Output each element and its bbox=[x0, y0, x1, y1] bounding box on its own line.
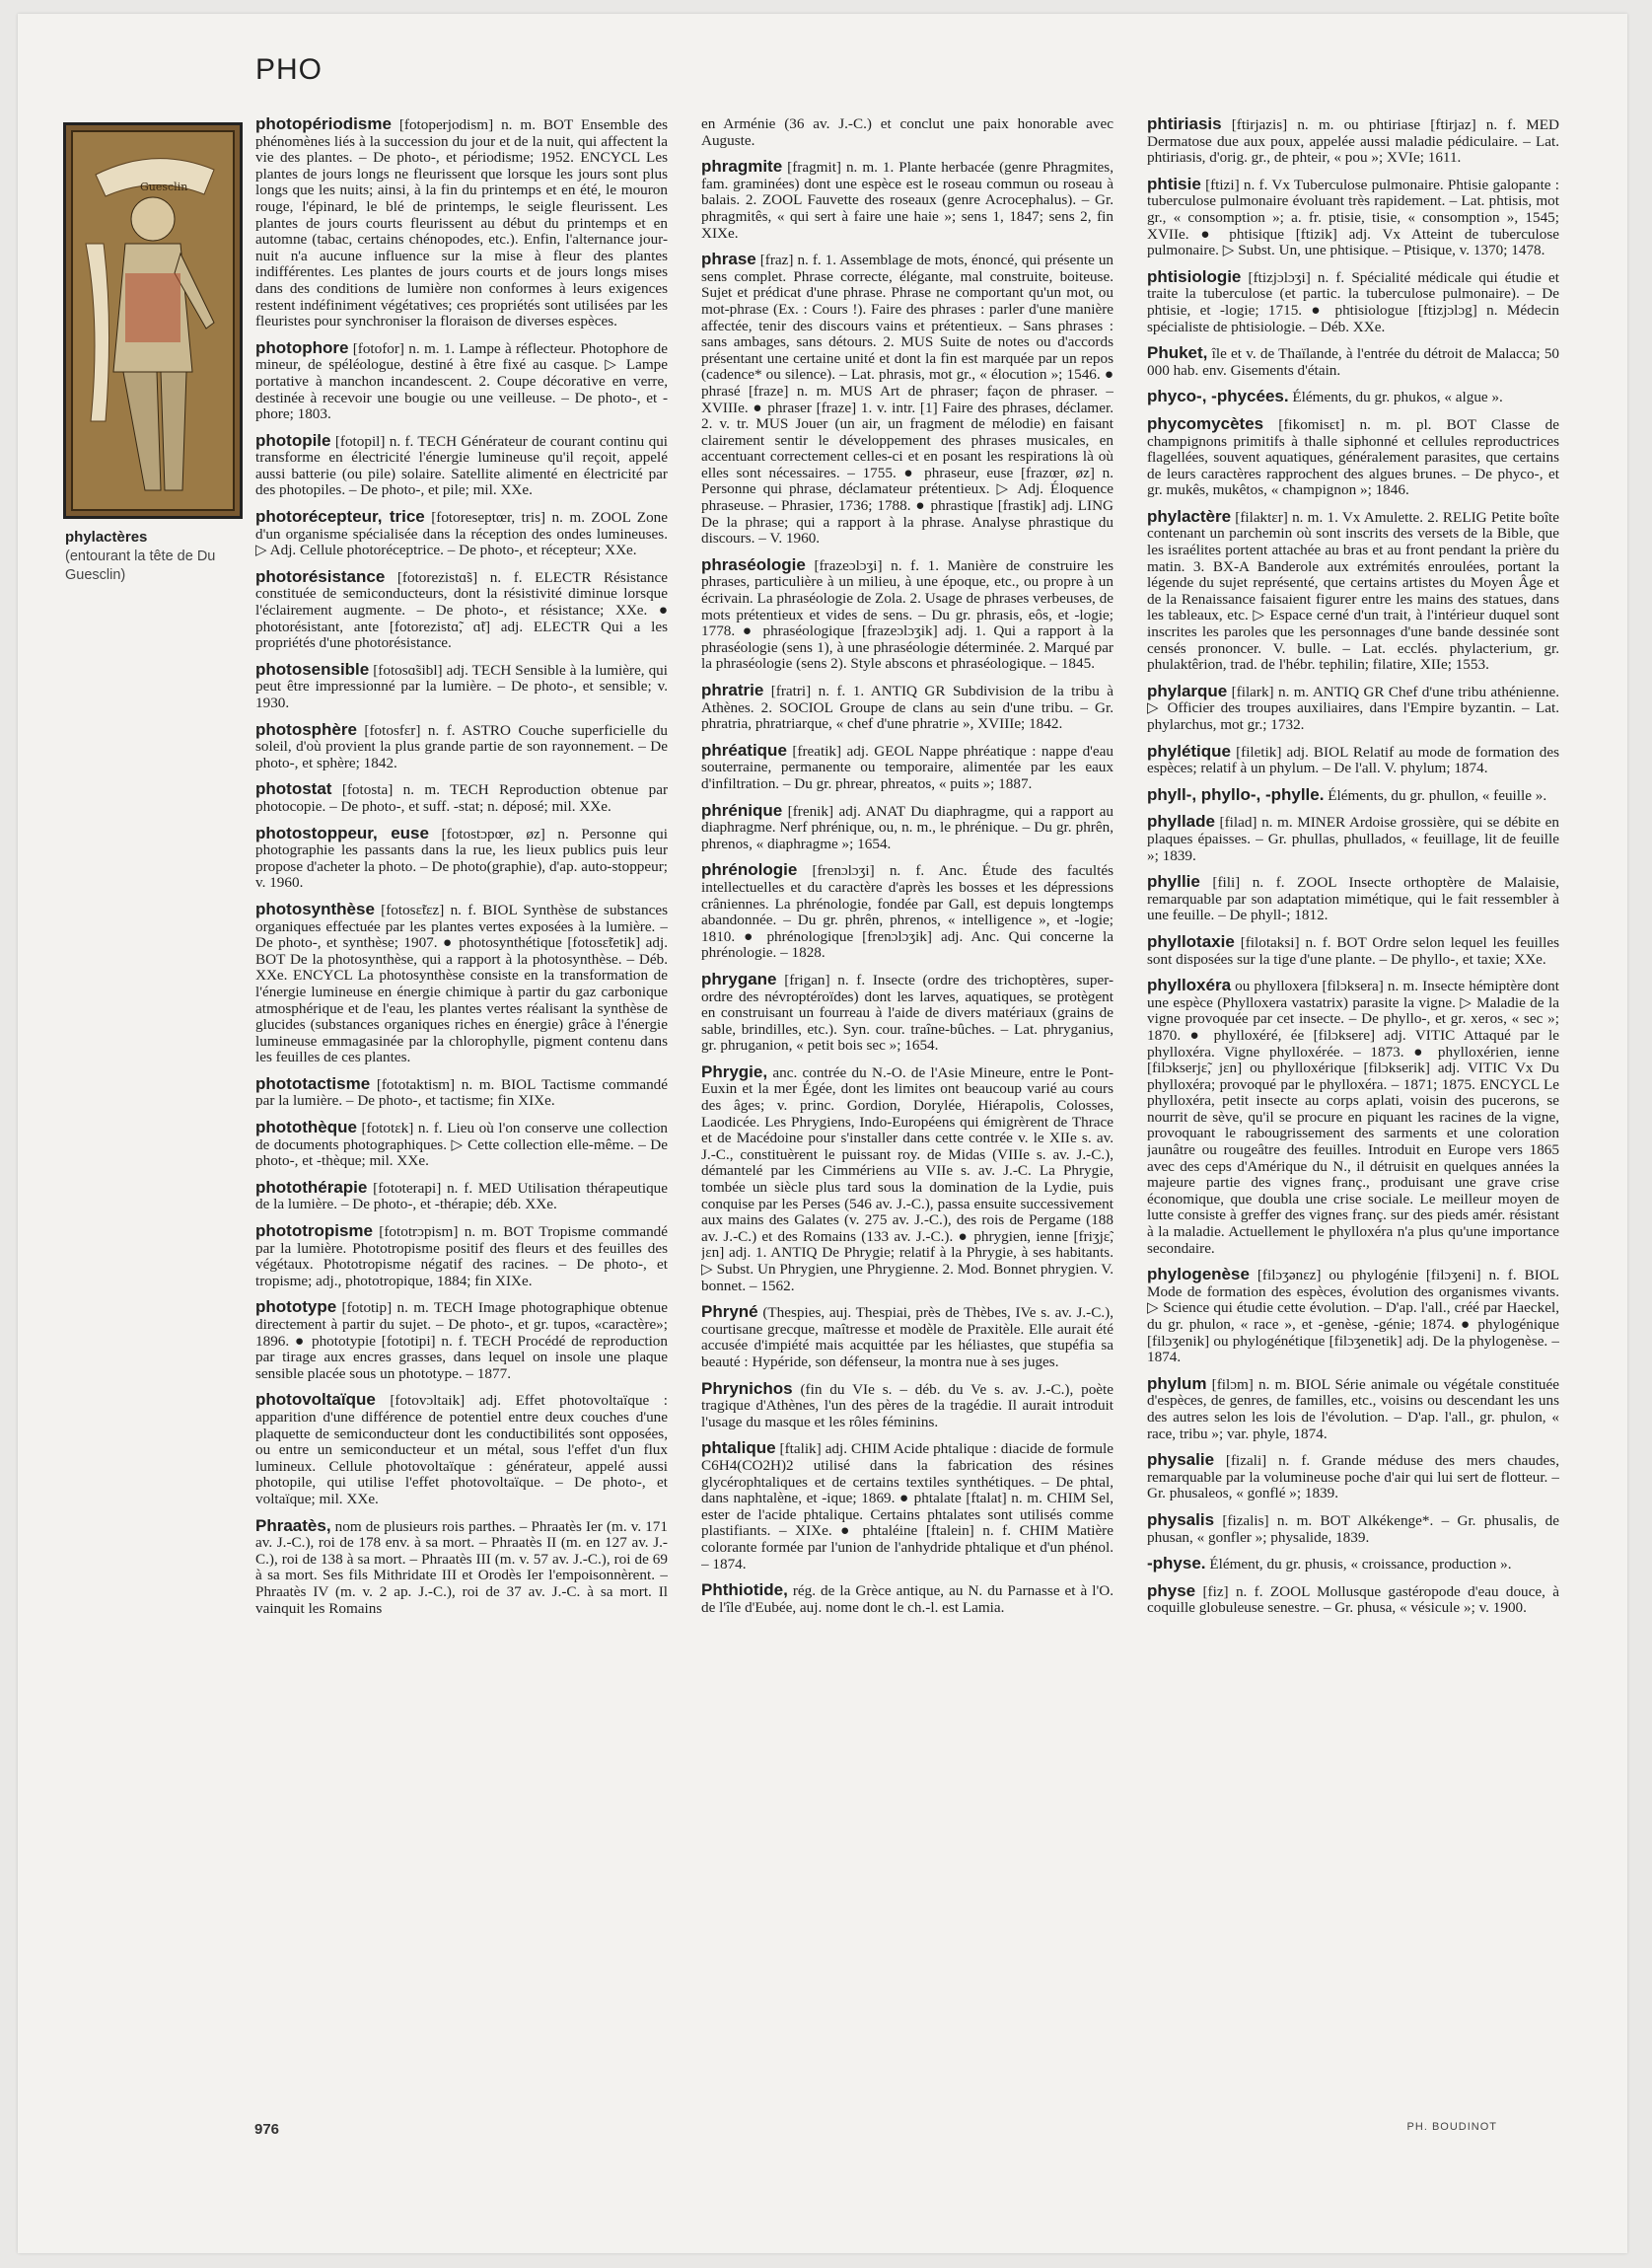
entry-headword: phototactisme bbox=[255, 1073, 371, 1093]
entry-headword: phyco-, -phycées. bbox=[1147, 387, 1289, 406]
dictionary-entry bbox=[255, 823, 668, 892]
entry-definition: [ftirjazis] n. m. ou phtiriase [ftirjaz] n. f. MED Dermatose due aux poux, appelée aussi maladie pédiculaire. – Lat. phtiriasis, d'orig. gr., de phteir, « pou »; XVIe; 1611. bbox=[1147, 116, 1559, 167]
dictionary-entry bbox=[701, 159, 1113, 242]
dictionary-entry bbox=[255, 430, 668, 499]
dictionary-entry bbox=[1147, 266, 1559, 335]
dictionary-entry bbox=[701, 1378, 1113, 1431]
page-number: 976 bbox=[254, 2121, 280, 2138]
entry-headword: photosphère bbox=[255, 719, 357, 739]
entry-definition: [frazeɔlɔʒi] n. f. 1. Manière de construire les phrases, particulière à un milieu, à une époque, etc., ou propre à un écrivain. La phraséologie de Zola. 2. Usage de phrases verbeuses, de mots prétentieux et vides de sens. – Du gr. phrasis, eôs, et -logie; 1778. ● phraséologique [frazeɔlɔʒik] adj. 1. Qui a rapport à la phraséologie (sens 1), à une phraséologie déterminée. 2. Marqué par la phraséologie (sens 2). Style abscons et phraséologique. – 1845. bbox=[701, 556, 1113, 673]
caption-text: (entourant la tête de Du Guesclin) bbox=[65, 549, 216, 583]
entry-headword: photopile bbox=[255, 430, 331, 450]
phylacteres-illustration bbox=[63, 122, 243, 519]
dictionary-entry bbox=[1147, 506, 1559, 674]
dictionary-entry bbox=[701, 683, 1113, 733]
dictionary-entry bbox=[701, 252, 1113, 548]
entry-headword: phylum bbox=[1147, 1373, 1207, 1393]
entry-definition: [fotovɔltaik] adj. Effet photovoltaïque : apparition d'une différence de potentiel entre deux couches d'une plaquette de semiconducteur dont les conductibilités sont opposées, ou entre un semiconducteur et un métal, sous l'effet d'un flux lumineux. Cellule photovoltaïque : générateur, appelé aussi photopile, qui utilise l'effet photovoltaïque. – De photo-, et voltaïque; mil. XXe. bbox=[255, 1392, 668, 1507]
entry-definition: Éléments, du gr. phukos, « algue ». bbox=[1292, 389, 1503, 406]
column-3 bbox=[1147, 116, 1559, 2111]
entry-definition: [fraz] n. f. 1. Assemblage de mots, énoncé, qui présente un sens complet. Phrase correcte, élégante, mal construite, boiteuse. Sujet et prédicat d'une phrase. Phrase ne comportant qu'un mot, ou mot-phrase (Ex. : Cours !). Faire des phrases : parler d'une manière affectée, tenir des discours vains et prétentieux. – Sans phrases : sans ambages, sans détours. 2. MUS Suite de notes ou d'accords présentant une certaine unité et dont la fin est marquée par un repos (cadence* ou silence). – Lat. phrasis, mot gr., « élocution »; 1546. ● phrasé [fraze] n. m. MUS Art de phraser; façon de phraser. – XVIIIe. ● phraser [fraze] 1. v. intr. [1] Faire des phrases, déclamer. 2. v. tr. MUS Jouer (un air, un fragment de mélodie) en faisant clairement sentir le développement des phrases musicales, en accentuant correctement celles-ci et en posant les respirations là où elles sont nécessaires. – 1755. ● phraseur, euse [frazœr, øz] n. Personne qui phrase, déclamateur prétentieux. ▷ Adj. Éloquence phraseuse. – Phrasier, 1736; 1788. ● phrastique [frastik] adj. LING De la phrase; qui a rapport à la phrase. Analyse phrastique du discours. – V. 1960. bbox=[701, 252, 1113, 548]
entry-headword: phrénologie bbox=[701, 860, 798, 880]
entry-definition: [frigan] n. f. Insecte (ordre des trichoptères, super-ordre des névroptéroïdes) dont les larves, aquatiques, se protègent en construisant un fourreau à l'aide de divers matériaux (grains de sable, brindilles, etc.). Syn. cour. traîne-bûches. – Lat. phryganius, gr. phruganion, « petit bois sec »; 1654. bbox=[701, 971, 1113, 1055]
entry-definition: [filark] n. m. ANTIQ GR Chef d'une tribu athénienne. ▷ Officier des troupes auxiliaires, dans l'Empire byzantin. – Lat. phylarchus, mot gr.; 1732. bbox=[1147, 683, 1559, 733]
entry-definition: [fragmit] n. m. 1. Plante herbacée (genre Phragmites, fam. graminées) dont une espèce est le roseau commun ou roseau à balais. 2. ZOOL Fauvette des roseaux (genre Acrocephalus). – Gr. phragmitês, « qui sert à faire une haie »; sens 1, 1847; sens 2, fin XIXe. bbox=[701, 159, 1113, 242]
entry-headword: phtiriasis bbox=[1147, 116, 1222, 133]
entry-definition: [fikomisɛt] n. m. pl. BOT Classe de champignons primitifs à thalle siphonné et cellules reproductrices flagellées, souvent aquatiques, généralement parasites, que certains de leurs caractères rapprochent des algues brunes. – De phyco-, et gr. mukês, mukêtos, « champignon »; 1846. bbox=[1147, 415, 1559, 499]
dictionary-entry bbox=[701, 800, 1113, 853]
dictionary-entry bbox=[701, 1061, 1113, 1294]
entry-headword: phragmite bbox=[701, 157, 783, 177]
entry-definition: [fotorezistɑ̃s] n. f. ELECTR Résistance constituée de semiconducteurs, dont la résistivité diminue lorsque l'éclairement augmente. – De photo-, et résistance; XXe. ● photorésistant, ante [fotorezistɑ̃, ɑ̃t] adj. ELECTR Qui a les propriétés d'une photorésistance. bbox=[255, 568, 668, 652]
figure-label: Guesclin bbox=[140, 181, 188, 193]
caption-title: phylactères bbox=[65, 529, 148, 546]
dictionary-entry bbox=[255, 1515, 668, 1618]
knight-image bbox=[66, 125, 240, 516]
dictionary-entry bbox=[701, 116, 1113, 149]
entry-headword: phyllotaxie bbox=[1147, 931, 1235, 951]
entry-headword: phrénique bbox=[701, 800, 783, 820]
entry-definition: [frenɔlɔʒi] n. f. Anc. Étude des facultés intellectuelles et du caractère d'après les bosses et les dépressions crâniennes. La phrénologie, fondée par Gall, est depuis longtemps abandonnée. – Du gr. phrên, phrenos, « intelligence », et -logie; 1810. ● phrénologique [frenɔlɔʒik] adj. Anc. Qui concerne la phrénologie. – 1828. bbox=[701, 862, 1113, 962]
dictionary-entry bbox=[1147, 413, 1559, 499]
entry-headword: photorésistance bbox=[255, 566, 386, 586]
entry-headword: Phrynichos bbox=[701, 1378, 793, 1398]
entry-definition: [fiz] n. f. ZOOL Mollusque gastéropode d'eau douce, à coquille globuleuse senestre. – Gr. phusa, « vésicule »; v. 1900. bbox=[1147, 1582, 1559, 1617]
dictionary-entry bbox=[255, 659, 668, 712]
dictionary-entry bbox=[701, 862, 1113, 962]
entry-headword: photorécepteur, trice bbox=[255, 507, 425, 527]
entry-headword: photothérapie bbox=[255, 1177, 368, 1197]
entry-definition: Éléments, du gr. phullon, « feuille ». bbox=[1328, 786, 1547, 804]
entry-headword: photophore bbox=[255, 337, 349, 357]
entry-definition: [ftizi] n. f. Vx Tuberculose pulmonaire. Phtisie galopante : tuberculose pulmonaire évoluant très rapidement. – Lat. phtisis, mot gr., « consomption »; a. fr. ptisie, tisie, « consomption », 1545; XVIIe. ● phtisique [ftizik] adj. Vx Atteint de tuberculose pulmonaire. ▷ Subst. Un, une phtisique. – Ptisique, v. 1370; 1478. bbox=[1147, 176, 1559, 259]
entry-headword: phototype bbox=[255, 1297, 337, 1317]
entry-headword: phyllade bbox=[1147, 812, 1215, 832]
entry-headword: photostoppeur, euse bbox=[255, 823, 429, 842]
dictionary-entry bbox=[255, 899, 668, 1066]
entry-headword: phyllie bbox=[1147, 872, 1200, 892]
entry-headword: phylogenèse bbox=[1147, 1265, 1250, 1284]
entry-headword: photosensible bbox=[255, 659, 370, 679]
entry-headword: physalie bbox=[1147, 1450, 1215, 1470]
dictionary-entry bbox=[1147, 389, 1559, 406]
entry-definition: rég. de la Grèce antique, au N. du Parnasse et à l'O. de l'île d'Eubée, auj. nome dont le ch.-l. est Lamia. bbox=[701, 1582, 1113, 1616]
entry-headword: phylloxéra bbox=[1147, 976, 1232, 995]
dictionary-entry bbox=[1147, 1509, 1559, 1546]
dictionary-entry bbox=[255, 509, 668, 559]
entry-definition: [fototɛk] n. f. Lieu où l'on conserve une collection de documents photographiques. ▷ Cette collection elle-même. – De photo-, et -thèque; mil. XXe. bbox=[255, 1120, 668, 1170]
entry-definition: [fotoreseptœr, tris] n. m. ZOOL Zone d'un organisme spécialisée dans la réception des ondes lumineuses. ▷ Adj. Cellule photoréceptrice. – De photo-, et récepteur; XXe. bbox=[255, 509, 668, 559]
entry-headword: phrase bbox=[701, 250, 756, 269]
dictionary-page bbox=[18, 14, 1627, 2253]
entry-headword: photostat bbox=[255, 779, 332, 799]
figure-caption bbox=[65, 528, 243, 585]
entry-definition: [fotosɛ̃tɛz] n. f. BIOL Synthèse de substances organiques effectuée par les plantes vertes exposées à la lumière. – De photo-, et synthèse; 1907. ● photosynthétique [fotosɛ̃tetik] adj. BOT De la photosynthèse, qui a rapport à la photosynthèse. – Déb. XXe. ENCYCL La photosynthèse consiste en la transformation de l'énergie lumineuse en énergie chimique à partir du gaz carbonique atmosphérique et de l'eau, les plantes vertes réalisant la synthèse de glucides (substances organiques riches en énergie) grâce à l'énergie lumineuse emmagasinée par la chlorophylle, pigment contenu dans les feuilles de ces plantes. bbox=[255, 901, 668, 1066]
entry-definition: [filad] n. m. MINER Ardoise grossière, qui se débite en plaques épaisses. – Gr. phullas, phullados, « feuillage, lit de feuille »; 1839. bbox=[1147, 814, 1559, 864]
dictionary-entry bbox=[255, 1223, 668, 1289]
dictionary-entry bbox=[1147, 345, 1559, 379]
dictionary-entry bbox=[701, 1304, 1113, 1370]
dictionary-entry bbox=[1147, 1452, 1559, 1502]
entry-definition: [fototaktism] n. m. BIOL Tactisme commandé par la lumière. – De photo-, et tactisme; fin XIXe. bbox=[255, 1075, 668, 1110]
entry-definition: nom de plusieurs rois parthes. – Phraatès Ier (m. v. 171 av. J.-C.), roi de 178 env. à sa mort. – Phraatès II (m. en 127 av. J.-C.), roi de 138 à sa mort. – Phraatès III (m. v. 57 av. J.-C.), roi de 69 à sa mort. Ses fils Mithridate III et Orodès Ier l'empoisonnèrent. – Phraatès IV (m. v. 2 ap. J.-C.), roi de 37 av. J.-C. à sa mort. Il vainquit les Romains bbox=[255, 1517, 668, 1617]
entry-headword: phylactère bbox=[1147, 506, 1232, 526]
entry-definition: [fizali] n. f. Grande méduse des mers chaudes, remarquable par la volumineuse poche d'air qui lui sert de flotteur. – Gr. phusaleos, « gonflé »; 1839. bbox=[1147, 1452, 1559, 1502]
entry-headword: phototropisme bbox=[255, 1221, 373, 1241]
dictionary-entry bbox=[255, 566, 668, 652]
entry-headword: phylarque bbox=[1147, 681, 1228, 700]
entry-definition: [fotostɔpœr, øz] n. Personne qui photographie les passants dans la rue, les lieux publics puis leur propose d'acheter la photo. – De photo(graphie), d'ap. auto-stoppeur; v. 1960. bbox=[255, 825, 668, 892]
entry-definition: [filɔm] n. m. BIOL Série animale ou végétale constituée d'espèces, de genres, de familles, etc., voisins ou descendant les uns des autres selon les lois de l'évolution. – D'ap. l'all., gr. phulon, « race, tribu »; var. phyle, 1874. bbox=[1147, 1375, 1559, 1442]
entry-headword: -physe. bbox=[1147, 1554, 1206, 1573]
dictionary-entry bbox=[255, 719, 668, 772]
entry-headword: Phuket, bbox=[1147, 343, 1208, 363]
dictionary-entry bbox=[1147, 1556, 1559, 1573]
dictionary-entry bbox=[701, 554, 1113, 673]
dictionary-entry bbox=[255, 337, 668, 423]
dictionary-entry bbox=[1147, 874, 1559, 924]
entry-headword: phréatique bbox=[701, 740, 787, 760]
entry-definition: (Thespies, auj. Thespiai, près de Thèbes, IVe s. av. J.-C.), courtisane grecque, maîtresse et modèle de Praxitèle. Elle aurait été accusée d'impiété mais acquittée par les héliastes, que stupéfia sa beauté : Hypéride, son défenseur, la montra nue à ses juges. bbox=[701, 1304, 1113, 1370]
dictionary-entry bbox=[701, 969, 1113, 1055]
entry-definition: ou phylloxera [filɔksera] n. m. Insecte hémiptère dont une espèce (Phylloxera vastatrix) parasite la vigne. ▷ Maladie de la vigne provoquée par cet insecte. – De phyllo-, et gr. xeros, « sec »; 1870. ● phylloxéré, ée [filɔksere] adj. VITIC Attaqué par le phylloxéra. Vigne phylloxérée. – 1873. ● phylloxérien, ienne [filɔkserjɛ̃, jɛn] ou phylloxérique [filɔkserik] adj. VITIC Vx Du phylloxéra; provoqué par le phylloxéra. – 1871; 1875. ENCYCL Le phylloxéra, petit insecte au corps aplati, voisin des pucerons, se nourrit de sève, qu'il se procure en piquant les racines de la vigne, provoquant le rabougrissement des sarments et une coloration jaunâtre ou rougeâtre des feuilles. Introduit en Europe vers 1865 avec des ceps d'Amérique du N., il détruisit en quelques années la majeure partie des vignes franç., produisant une grave crise économique, que doubla une crise sociale. Le meilleur moyen de lutte consiste à greffer des vignes franç. sur des pieds amér. résistant à la maladie. Actuellement le phylloxéra n'a plus qu'une importance secondaire. bbox=[1147, 978, 1559, 1257]
entry-definition: en Arménie (36 av. J.-C.) et conclut une paix honorable avec Auguste. bbox=[701, 116, 1113, 149]
dictionary-entry bbox=[701, 1582, 1113, 1616]
dictionary-entry bbox=[1147, 681, 1559, 734]
dictionary-entry bbox=[255, 116, 668, 330]
entry-headword: phylétique bbox=[1147, 741, 1232, 761]
dictionary-entry bbox=[255, 1299, 668, 1382]
entry-definition: [filotaksi] n. f. BOT Ordre selon lequel les feuilles sont disposées sur la tige d'une plante. – De phyllo-, et taxie; XXe. bbox=[1147, 933, 1559, 968]
entry-definition: [ftalik] adj. CHIM Acide phtalique : diacide de formule C6H4(CO2H)2 utilisé dans la fabrication des résines glycérophtaliques et de certains textiles synthétiques. – De phtal, dans naphtalène, et -ique; 1869. ● phtalate [ftalat] n. m. CHIM Sel, ester de l'acide phtalique. Certains phtalates sont utilisés comme plastifiants. – XIXe. ● phtaléine [ftalein] n. f. CHIM Matière colorante formée par l'union de l'anhydride phtalique et d'un phénol. – 1874. bbox=[701, 1440, 1113, 1573]
entry-definition: [filɔʒənɛz] ou phylogénie [filɔʒeni] n. f. BIOL Mode de formation des espèces, évolution des organismes vivants. ▷ Science qui étudie cette évolution. – D'ap. l'all., créé par Haeckel, du gr. phulon, « race », et -genèse, -génie; 1874. ● phylogénique [filɔʒenik] ou phylogénétique [filɔʒenetik] adj. De la phylogenèse. – 1874. bbox=[1147, 1267, 1559, 1366]
entry-definition: [ftizjɔlɔʒi] n. f. Spécialité médicale qui étudie et traite la tuberculose (et partic. la tuberculose pulmonaire). – De phtisie, et -logie; 1715. ● phtisiologue [ftizjɔlɔg] n. Médecin spécialiste de phtisiologie. – Déb. XXe. bbox=[1147, 268, 1559, 335]
entry-headword: physalis bbox=[1147, 1509, 1215, 1529]
entry-headword: Phrygie, bbox=[701, 1061, 768, 1081]
entry-definition: [fototip] n. m. TECH Image photographique obtenue directement à partir du sujet. – De photo-, et gr. tupos, «caractère»; 1896. ● phototypie [fototipi] n. f. TECH Procédé de reproduction par tirage aux encres grasses, dans lequel on insole une plaque sensible placée sous un phototype. – 1877. bbox=[255, 1299, 668, 1382]
entry-headword: phrygane bbox=[701, 969, 777, 988]
dictionary-entry bbox=[255, 1177, 668, 1213]
photo-credit: PH. BOUDINOT bbox=[1406, 2121, 1497, 2133]
entry-definition: île et v. de Thaïlande, à l'entrée du détroit de Malacca; 50 000 hab. env. Gisements d'étain. bbox=[1147, 345, 1559, 379]
dictionary-entry bbox=[1147, 741, 1559, 777]
entry-headword: phtisie bbox=[1147, 174, 1201, 193]
dictionary-entry bbox=[1147, 1580, 1559, 1617]
entry-headword: phycomycètes bbox=[1147, 413, 1264, 433]
entry-headword: phyll-, phyllo-, -phylle. bbox=[1147, 784, 1325, 804]
dictionary-entry bbox=[1147, 174, 1559, 259]
dictionary-entry bbox=[1147, 978, 1559, 1257]
entry-headword: phratrie bbox=[701, 681, 764, 699]
dictionary-entry bbox=[701, 740, 1113, 793]
entry-definition: [fotosɑ̃sibl] adj. TECH Sensible à la lumière, qui peut être impressionné par la lumière. – De photo-, et sensible; v. 1930. bbox=[255, 661, 668, 711]
dictionary-entry bbox=[255, 781, 668, 815]
dictionary-entry bbox=[255, 1120, 668, 1170]
entry-definition: [fotosta] n. m. TECH Reproduction obtenue par photocopie. – De photo-, et suff. -stat; n. déposé; mil. XXe. bbox=[255, 781, 668, 815]
entry-definition: [fotoperjodism] n. m. BOT Ensemble des phénomènes liés à la succession du jour et de la nuit, qui affectent la vie des plantes. – De photo-, et périodisme; 1952. ENCYCL Les plantes de jours longs ne fleurissent que lorsque les jours sont plus longs que les nuits; ainsi, à la fin du printemps et en été, le mouron rouge, l'épinard, le blé de printemps, le seigle fleurissent. Les plantes de jours courts fleurissent au début du printemps et en automne (tabac, certains chénopodes, etc.). Enfin, l'alternance jour-nuit n'a aucune influence sur la mise à fleur des plantes indifférentes. Les plantes de jours courts et de jours longs mises dans des conditions de lumière non conformes à leurs exigences restent indéfiniment végétatives; ces propriétés sont utilisées par les fleuristes pour synchroniser la floraison de diverses espèces. bbox=[255, 116, 668, 330]
dictionary-entry bbox=[1147, 931, 1559, 968]
dictionary-entry bbox=[1147, 784, 1559, 805]
entry-definition: [freatik] adj. GEOL Nappe phréatique : nappe d'eau souterraine, permanente ou temporaire, alimentée par les eaux d'infiltration. – Du gr. phrear, phreatos, « puits »; 1887. bbox=[701, 742, 1113, 792]
dictionary-entry bbox=[1147, 116, 1559, 167]
dictionary-entry bbox=[255, 1392, 668, 1507]
entry-headword: photosynthèse bbox=[255, 899, 375, 918]
column-1 bbox=[255, 116, 668, 2111]
entry-headword: Phryné bbox=[701, 1302, 758, 1322]
entry-headword: physe bbox=[1147, 1580, 1196, 1600]
entry-headword: phraséologie bbox=[701, 554, 806, 574]
entry-headword: photovoltaïque bbox=[255, 1390, 376, 1410]
entry-headword: Phraatès, bbox=[255, 1515, 331, 1535]
entry-headword: phtalique bbox=[701, 1438, 776, 1458]
dictionary-entry bbox=[1147, 814, 1559, 864]
entry-headword: Phthiotide, bbox=[701, 1580, 788, 1600]
entry-definition: [fratri] n. f. 1. ANTIQ GR Subdivision de la tribu à Athènes. 2. SOCIOL Groupe de clans au sein d'une tribu. – Gr. phratria, phratriarque, « chef d'une phratrie », XVIIIe; 1842. bbox=[701, 683, 1113, 733]
page-header: PHO bbox=[255, 53, 323, 86]
entry-definition: [filaktɛr] n. m. 1. Vx Amulette. 2. RELIG Petite boîte contenant un parchemin où sont inscrits des versets de la Bible, que les israélites portent attachée au bras et au front pendant la prière du matin. 3. BX-A Banderole aux extrémités enroulées, portant la légende du sujet représenté, que certains artistes du Moyen Âge et de la Renaissance faisaient figurer entre les mains des statues, dans les tableaux, etc. ▷ Espace cerné d'un trait, à l'intérieur duquel sont inscrites les paroles que les personnages d'une bande dessinée sont censés prononcer. V. bulle. – Lat. ecclés. phylacterium, gr. phulaktêrion, trad. de l'hébr. tephilin; filatire, XIIe; 1553. bbox=[1147, 508, 1559, 674]
dictionary-entry bbox=[255, 1073, 668, 1110]
entry-definition: [fototrɔpism] n. m. BOT Tropisme commandé par la lumière. Phototropisme positif des fleurs et des feuilles des végétaux. Phototropisme négatif des racines. – De photo-, et tropisme; adj., phototropique, 1884; fin XIXe. bbox=[255, 1223, 668, 1289]
dictionary-entry bbox=[701, 1440, 1113, 1573]
entry-definition: [fili] n. f. ZOOL Insecte orthoptère de Malaisie, remarquable par son adaptation mimétique, qui le fait ressembler à une feuille. – De phyll-; 1812. bbox=[1147, 874, 1559, 924]
dictionary-entry bbox=[1147, 1267, 1559, 1366]
entry-headword: photothèque bbox=[255, 1118, 357, 1137]
entry-definition: [frenik] adj. ANAT Du diaphragme, qui a rapport au diaphragme. Nerf phrénique, ou, n. m., le phrénique. – Du gr. phrên, phrenos, « diaphragme »; 1654. bbox=[701, 802, 1113, 852]
entry-definition: [fizalis] n. m. BOT Alkékenge*. – Gr. phusalis, de phusan, « gonfler »; physalide, 1839. bbox=[1147, 1511, 1559, 1546]
entry-headword: phtisiologie bbox=[1147, 266, 1242, 286]
entry-definition: anc. contrée du N.-O. de l'Asie Mineure, entre le Pont-Euxin et la mer Égée, dont les limites ont beaucoup varié au cours des âges; v. princ. Gordion, Dorylée, Hiérapolis, Colosses, Laodicée. Les Phrygiens, Indo-Européens qui émigrèrent de Thrace et de Macédoine pour s'installer dans cette contrée v. le XIIe s. av. J.-C., constituèrent le puissant roy. de Midas (VIIIe s. av. J.-C.), démantelé par les Cimmériens au VIIe s. av. J.-C. La Phrygie, tombée un siècle plus tard sous la domination de la Lydie, puis conquise par les Perses (546 av. J.-C.), passa ensuite successivement aux mains des Galates (v. 275 av. J.-C.), des rois de Pergame (188 av. J.-C.) et des Romains (133 av. J.-C.). ● phrygien, ienne [friʒjɛ̃, jɛn] adj. 1. ANTIQ De Phrygie; relatif à la Phrygie, à ses habitants. ▷ Subst. Un Phrygien, une Phrygienne. 2. Mod. Bonnet phrygien. V. bonnet. – 1562. bbox=[701, 1063, 1113, 1294]
column-2 bbox=[701, 116, 1113, 2111]
entry-definition: [fotopil] n. f. TECH Générateur de courant continu qui transforme en électricité l'énergie lumineuse qu'il reçoit, appelé aussi batterie (ou pile) solaire. Satellite alimenté en électricité par des photopiles. – De photo-, et pile; mil. XXe. bbox=[255, 432, 668, 499]
entry-definition: Élément, du gr. phusis, « croissance, production ». bbox=[1209, 1556, 1512, 1573]
entry-definition: [fototerapi] n. f. MED Utilisation thérapeutique de la lumière. – De photo-, et -thérapie; déb. XXe. bbox=[255, 1179, 668, 1213]
entry-definition: [fotosfɛr] n. f. ASTRO Couche superficielle du soleil, d'où provient la plus grande partie de son rayonnement. – De photo-, et sphère; 1842. bbox=[255, 721, 668, 771]
entry-definition: [fotofor] n. m. 1. Lampe à réflecteur. Photophore de mineur, de spéléologue, destiné à être fixé au casque. ▷ Lampe portative à manchon incandescent. 2. Coupe décorative en verre, destinée à recevoir une bougie ou une veilleuse. – De photo-, et -phore; 1803. bbox=[255, 339, 668, 423]
entry-headword: photopériodisme bbox=[255, 116, 392, 133]
entry-definition: (fin du VIe s. – déb. du Ve s. av. J.-C.), poète tragique d'Athènes, l'un des pères de la tragédie. Il aurait introduit l'usage du masque et les rôles féminins. bbox=[701, 1380, 1113, 1430]
dictionary-entry bbox=[1147, 1373, 1559, 1442]
entry-definition: [filetik] adj. BIOL Relatif au mode de formation des espèces; relatif à un phylum. – De l'all. V. phylum; 1874. bbox=[1147, 743, 1559, 777]
